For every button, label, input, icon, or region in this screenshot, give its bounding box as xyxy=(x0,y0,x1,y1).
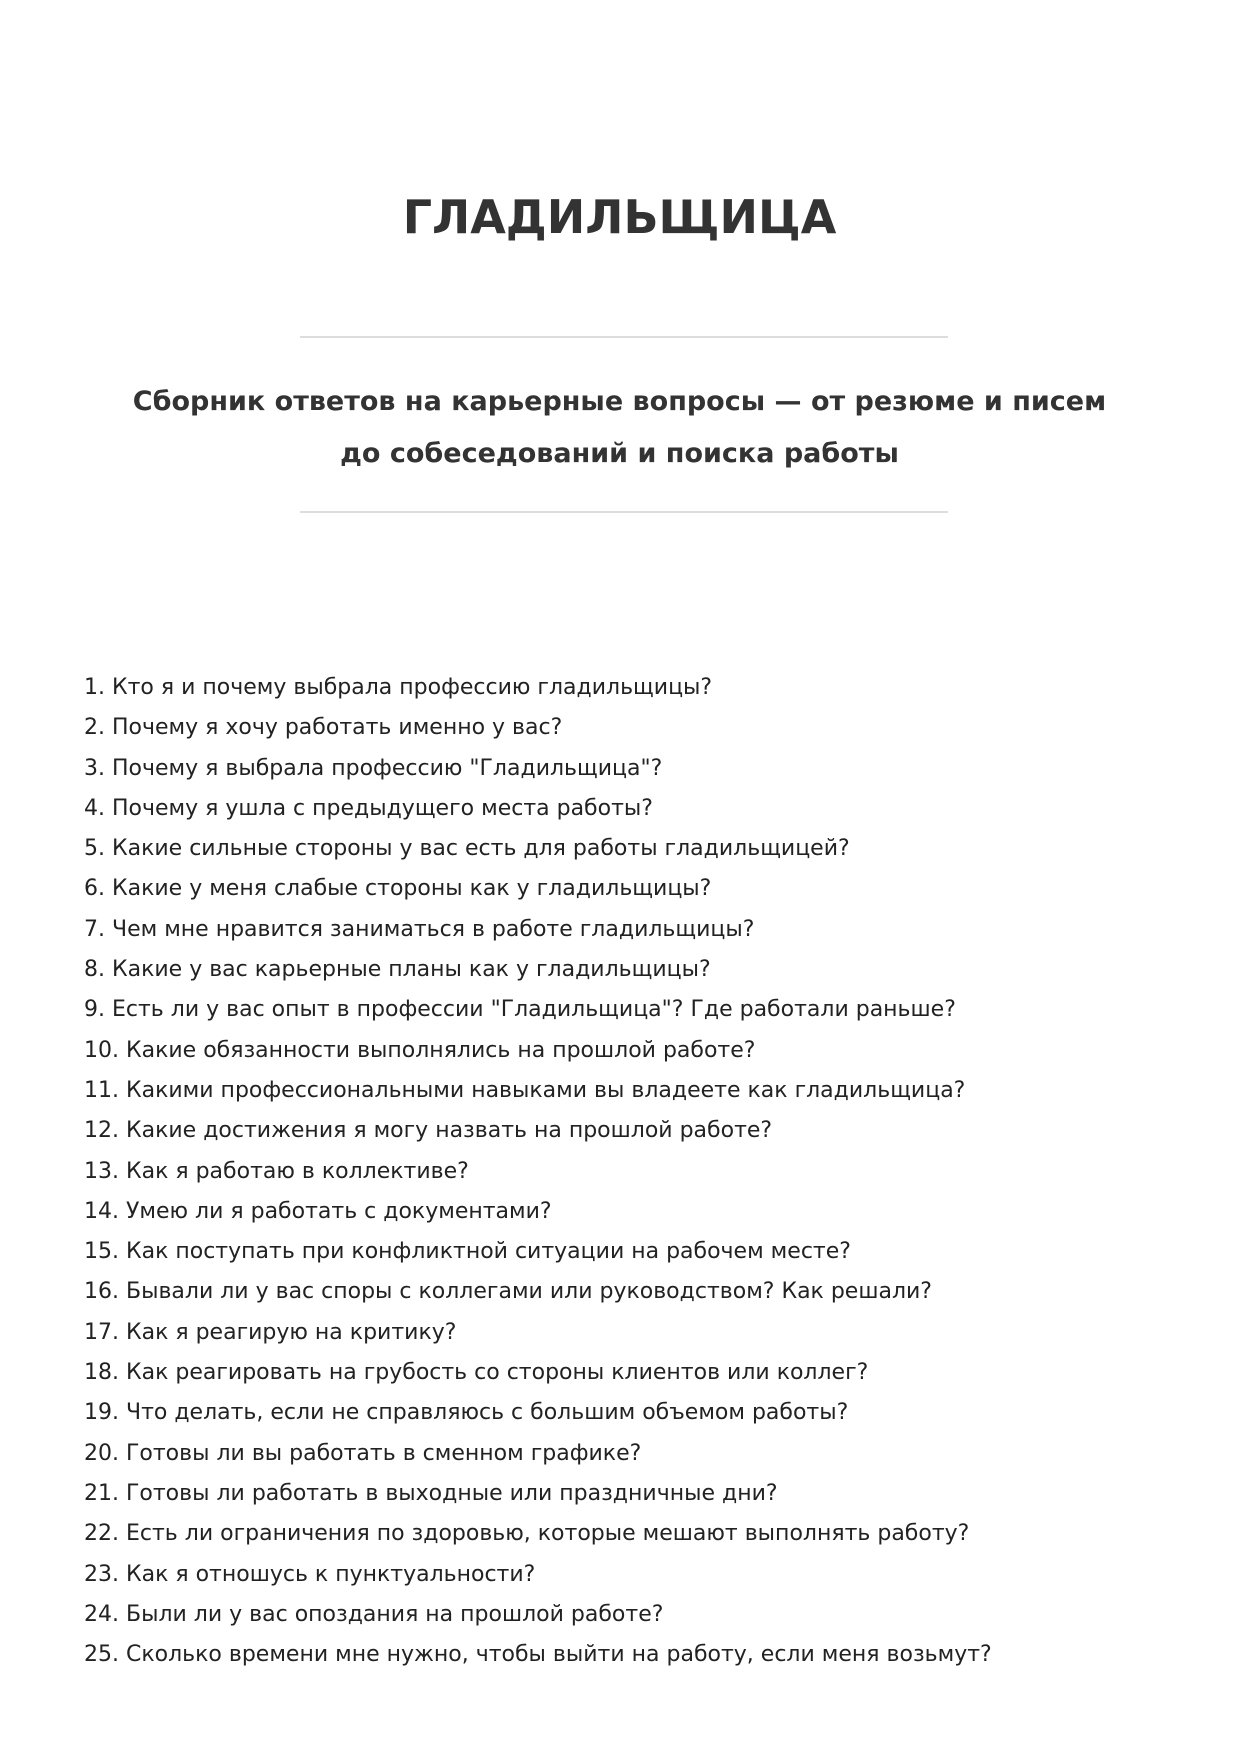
question-item: 9. Есть ли у вас опыт в профессии "Гладильщица"? Где работали раньше? xyxy=(84,997,956,1023)
questions-list xyxy=(84,668,992,1675)
question-item: 11. Какими профессиональными навыками вы владеете как гладильщица? xyxy=(84,1077,966,1103)
question-item: 17. Как я реагирую на критику? xyxy=(84,1319,457,1345)
question-item: 15. Как поступать при конфликтной ситуации на рабочем месте? xyxy=(84,1239,851,1265)
question-item: 20. Готовы ли вы работать в сменном графике? xyxy=(84,1440,642,1466)
question-item: 8. Какие у вас карьерные планы как у гладильщицы? xyxy=(84,957,711,983)
question-item: 12. Какие достижения я могу назвать на прошлой работе? xyxy=(84,1118,773,1144)
question-item: 1. Кто я и почему выбрала профессию гладильщицы? xyxy=(84,675,713,700)
question-item: 18. Как реагировать на грубость со стороны клиентов или коллег? xyxy=(84,1360,869,1386)
subtitle: Сборник ответов на карьерные вопросы — от резюме и писем до собеседований и поиска работы xyxy=(132,386,1107,469)
divider-bottom xyxy=(300,511,948,513)
question-item: 21. Готовы ли работать в выходные или праздничные дни? xyxy=(84,1480,778,1506)
question-item: 10. Какие обязанности выполнялись на прошлой работе? xyxy=(84,1037,756,1063)
question-item: 3. Почему я выбрала профессию "Гладильщица"? xyxy=(84,755,663,781)
divider-top xyxy=(300,336,948,338)
question-item: 23. Как я отношусь к пунктуальности? xyxy=(84,1561,536,1587)
question-item: 7. Чем мне нравится заниматься в работе гладильщицы? xyxy=(84,916,755,942)
page-title: ГЛАДИЛЬЩИЦА xyxy=(402,190,837,244)
question-item: 2. Почему я хочу работать именно у вас? xyxy=(84,715,563,741)
question-item: 6. Какие у меня слабые стороны как у гладильщицы? xyxy=(84,876,712,902)
question-item: 22. Есть ли ограничения по здоровью, которые мешают выполнять работу? xyxy=(84,1521,970,1547)
question-item: 13. Как я работаю в коллективе? xyxy=(84,1158,469,1184)
question-item: 4. Почему я ушла с предыдущего места работы? xyxy=(84,795,653,821)
question-item: 19. Что делать, если не справляюсь с большим объемом работы? xyxy=(84,1400,849,1426)
question-item: 5. Какие сильные стороны у вас есть для работы гладильщицей? xyxy=(84,836,850,862)
question-item: 25. Сколько времени мне нужно, чтобы выйти на работу, если меня возьмут? xyxy=(84,1642,992,1668)
question-item: 14. Умею ли я работать с документами? xyxy=(84,1198,552,1224)
question-item: 24. Были ли у вас опоздания на прошлой работе? xyxy=(84,1601,664,1627)
question-item: 16. Бывали ли у вас споры с коллегами или руководством? Как решали? xyxy=(84,1279,932,1305)
